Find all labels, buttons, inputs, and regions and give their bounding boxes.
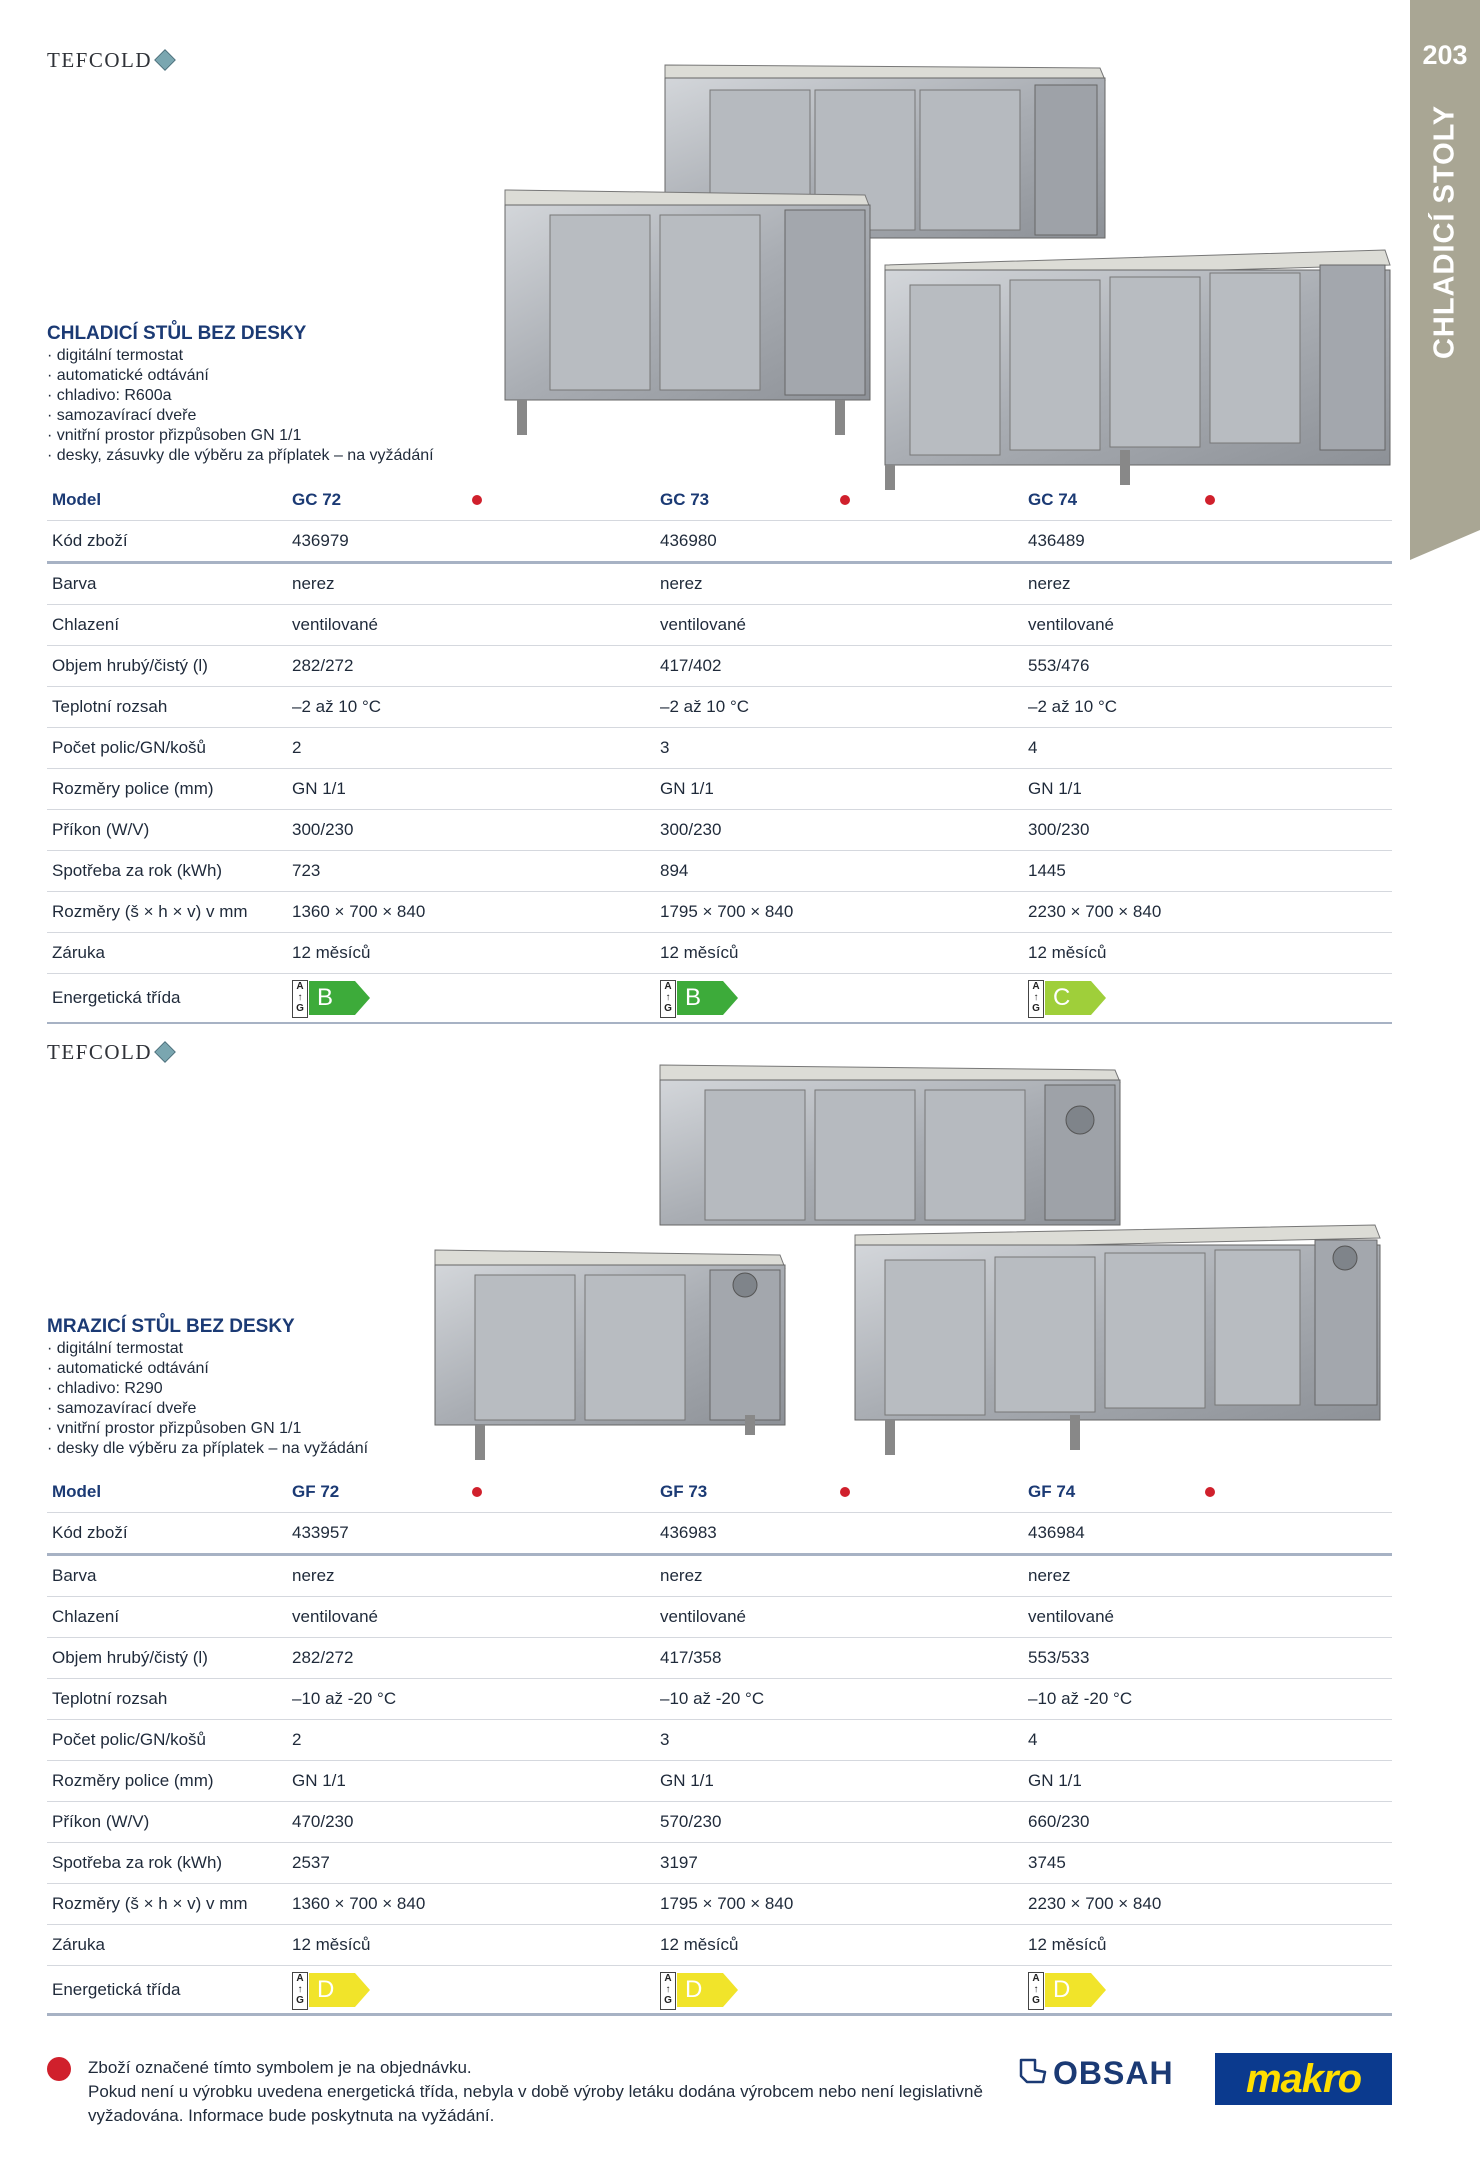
row-value: nerez: [660, 1566, 703, 1585]
feature-list: [47, 346, 434, 466]
row-value: nerez: [292, 1566, 335, 1585]
row-value: nerez: [1028, 1566, 1071, 1585]
row-value: 3: [660, 1730, 670, 1749]
product-title: MRAZICÍ STŮL BEZ DESKY: [47, 1316, 295, 1337]
energy-label: [660, 980, 738, 1016]
energy-arrow-tip: [723, 981, 738, 1015]
energy-scale-arrow: ↑: [665, 992, 671, 1003]
row-label: Objem hrubý/čistý (l): [52, 656, 208, 675]
row-value: ventilované: [1028, 615, 1115, 634]
row-value: 2537: [292, 1853, 330, 1872]
energy-class-badge: D: [1045, 1973, 1091, 2007]
row-value: 12 měsíců: [292, 943, 371, 962]
energy-class-row: [47, 1966, 1392, 2016]
row-value: nerez: [292, 574, 335, 593]
feature-item: · digitální termostat: [47, 1339, 368, 1359]
row-value: 436980: [660, 531, 717, 550]
row-label: Chlazení: [52, 615, 120, 634]
energy-arrow-tip: [723, 1973, 738, 2007]
row-label: Chlazení: [52, 1607, 120, 1626]
energy-scale-arrow: ↑: [665, 1984, 671, 1995]
product-photo-freezer-tables: [430, 1060, 1390, 1470]
table-row: [47, 1720, 1392, 1761]
brand-logo: [47, 1040, 174, 1065]
brand-logo-text: TEFCOLD: [47, 48, 152, 72]
product-photo-chiller-tables: [495, 60, 1395, 490]
energy-label: [292, 1972, 370, 2008]
table-row: [47, 687, 1392, 728]
energy-label: [292, 980, 370, 1016]
row-label: Příkon (W/V): [52, 1812, 150, 1831]
row-label: Energetická třída: [52, 1980, 181, 1999]
model-name: GF 74: [1028, 1482, 1076, 1501]
row-value: 300/230: [1028, 820, 1090, 839]
row-value: 660/230: [1028, 1812, 1090, 1831]
table-row: [47, 1679, 1392, 1720]
row-value: –10 až -20 °C: [1028, 1689, 1133, 1708]
row-value: 470/230: [292, 1812, 354, 1831]
footer-note: [88, 2056, 988, 2128]
section-title: CHLADICÍ STOLY: [1428, 104, 1461, 360]
row-value: 12 měsíců: [292, 1935, 371, 1954]
row-value: –10 až -20 °C: [292, 1689, 397, 1708]
row-value: 1795 × 700 × 840: [660, 1894, 794, 1913]
row-value: nerez: [1028, 574, 1071, 593]
energy-label: [1028, 1972, 1106, 2008]
row-value: 282/272: [292, 656, 354, 675]
row-label: Objem hrubý/čistý (l): [52, 1648, 208, 1667]
row-value: 3197: [660, 1853, 698, 1872]
energy-scale-top: A: [664, 1973, 672, 1984]
feature-item: · desky dle výběru za příplatek – na vyžádání: [47, 1439, 368, 1459]
row-value: GN 1/1: [660, 779, 714, 798]
feature-item: · automatické odtávání: [47, 1359, 368, 1379]
energy-scale-bottom: G: [664, 1003, 672, 1014]
row-value: ventilované: [660, 1607, 747, 1626]
row-value: 553/533: [1028, 1648, 1090, 1667]
row-value: 570/230: [660, 1812, 722, 1831]
table-row: [47, 851, 1392, 892]
energy-arrow-tip: [1091, 1973, 1106, 2007]
energy-label: [660, 1972, 738, 2008]
table-header-row: [47, 1472, 1392, 1513]
energy-scale-icon: [292, 1972, 308, 2010]
on-order-dot: [1205, 495, 1215, 505]
header-label: Model: [52, 490, 102, 509]
energy-scale-arrow: ↑: [1033, 992, 1039, 1003]
row-label: Barva: [52, 1566, 97, 1585]
energy-scale-arrow: ↑: [1033, 1984, 1039, 1995]
row-value: 436984: [1028, 1523, 1085, 1542]
row-value: 2: [292, 738, 302, 757]
energy-class-badge: B: [677, 981, 723, 1015]
row-value: 3745: [1028, 1853, 1066, 1872]
table-row: [47, 1638, 1392, 1679]
table-row: [47, 810, 1392, 851]
row-value: 894: [660, 861, 689, 880]
row-value: 1795 × 700 × 840: [660, 902, 794, 921]
energy-scale-top: A: [296, 1973, 304, 1984]
energy-scale-arrow: ↑: [297, 1984, 303, 1995]
makro-logo-text: makro: [1245, 2056, 1362, 2101]
on-order-dot: [840, 1487, 850, 1497]
row-label: Kód zboží: [52, 1523, 128, 1542]
feature-item: · vnitřní prostor přizpůsoben GN 1/1: [47, 1419, 368, 1439]
row-label: Spotřeba za rok (kWh): [52, 1853, 223, 1872]
energy-class-badge: D: [677, 1973, 723, 2007]
row-value: 300/230: [660, 820, 722, 839]
energy-scale-top: A: [1032, 981, 1040, 992]
row-value: –2 až 10 °C: [660, 697, 750, 716]
order-symbol-dot: [47, 2057, 71, 2081]
footer-note-line1: Zboží označené tímto symbolem je na objednávku.: [88, 2058, 472, 2077]
row-value: 12 měsíců: [1028, 943, 1107, 962]
row-value: 436983: [660, 1523, 717, 1542]
obsah-link[interactable]: [1015, 2055, 1174, 2092]
row-value: 1360 × 700 × 840: [292, 902, 426, 921]
row-label: Počet polic/GN/košů: [52, 1730, 207, 1749]
model-name: GC 73: [660, 490, 710, 509]
row-value: GN 1/1: [1028, 1771, 1082, 1790]
header-label: Model: [52, 1482, 102, 1501]
energy-arrow-tip: [1091, 981, 1106, 1015]
row-value: nerez: [660, 574, 703, 593]
feature-item: · chladivo: R290: [47, 1379, 368, 1399]
row-value: 2: [292, 1730, 302, 1749]
footer-note-line2: Pokud není u výrobku uvedena energetická třída, nebyla v době výroby letáku dodána výrobcem nebo není legislativně vyžadována. Informace bude poskytnuta na vyžádání.: [88, 2082, 983, 2125]
product-title: CHLADICÍ STŮL BEZ DESKY: [47, 323, 307, 344]
row-value: 2230 × 700 × 840: [1028, 1894, 1162, 1913]
row-value: 12 měsíců: [660, 1935, 739, 1954]
energy-arrow-tip: [355, 1973, 370, 2007]
row-value: 723: [292, 861, 321, 880]
energy-scale-icon: [292, 980, 308, 1018]
row-value: 553/476: [1028, 656, 1090, 675]
table-row: [47, 1925, 1392, 1966]
feature-item: · samozavírací dveře: [47, 406, 434, 426]
section-divider: [47, 1022, 1392, 1024]
row-label: Počet polic/GN/košů: [52, 738, 207, 757]
row-label: Rozměry (š × h × v) v mm: [52, 902, 248, 921]
table-row: [47, 1802, 1392, 1843]
row-value: GN 1/1: [1028, 779, 1082, 798]
table-row: [47, 769, 1392, 810]
energy-label: [1028, 980, 1106, 1016]
energy-class-badge: C: [1045, 981, 1091, 1015]
page-number: 203: [1422, 40, 1468, 70]
hand-pointer-icon: [1015, 2056, 1051, 2092]
table-row: [47, 1884, 1392, 1925]
row-value: 2230 × 700 × 840: [1028, 902, 1162, 921]
row-value: –2 až 10 °C: [1028, 697, 1118, 716]
on-order-dot: [840, 495, 850, 505]
obsah-label: OBSAH: [1053, 2055, 1174, 2091]
row-label: Energetická třída: [52, 988, 181, 1007]
feature-item: · chladivo: R600a: [47, 386, 434, 406]
row-value: ventilované: [292, 615, 379, 634]
row-label: Příkon (W/V): [52, 820, 150, 839]
energy-scale-bottom: G: [296, 1995, 304, 2006]
row-value: 436979: [292, 531, 349, 550]
table-row: [47, 1597, 1392, 1638]
model-name: GF 72: [292, 1482, 340, 1501]
row-value: GN 1/1: [292, 779, 346, 798]
energy-class-row: [47, 974, 1392, 1024]
energy-scale-icon: [1028, 1972, 1044, 2010]
row-label: Barva: [52, 574, 97, 593]
model-name: GC 74: [1028, 490, 1078, 509]
row-value: 433957: [292, 1523, 349, 1542]
row-value: 417/358: [660, 1648, 722, 1667]
energy-arrow-tip: [355, 981, 370, 1015]
row-value: GN 1/1: [292, 1771, 346, 1790]
table-row: [47, 892, 1392, 933]
table-row: [47, 1513, 1392, 1556]
on-order-dot: [472, 495, 482, 505]
row-value: 300/230: [292, 820, 354, 839]
energy-scale-icon: [1028, 980, 1044, 1018]
row-label: Rozměry police (mm): [52, 1771, 214, 1790]
row-value: 1445: [1028, 861, 1066, 880]
energy-scale-icon: [660, 980, 676, 1018]
row-label: Spotřeba za rok (kWh): [52, 861, 223, 880]
row-value: 12 měsíců: [660, 943, 739, 962]
section-divider: [47, 2013, 1392, 2015]
on-order-dot: [472, 1487, 482, 1497]
energy-scale-bottom: G: [1032, 1003, 1040, 1014]
row-label: Teplotní rozsah: [52, 697, 168, 716]
feature-item: · desky, zásuvky dle výběru za příplatek – na vyžádání: [47, 446, 434, 466]
energy-scale-bottom: G: [296, 1003, 304, 1014]
table-header-row: [47, 480, 1392, 521]
row-value: 12 měsíců: [1028, 1935, 1107, 1954]
table-row: [47, 1556, 1392, 1597]
row-value: 4: [1028, 738, 1038, 757]
on-order-dot: [1205, 1487, 1215, 1497]
brand-logo: [47, 48, 174, 73]
brand-logo-text: TEFCOLD: [47, 1040, 152, 1064]
row-value: 417/402: [660, 656, 722, 675]
row-label: Teplotní rozsah: [52, 1689, 168, 1708]
feature-list: [47, 1339, 368, 1459]
energy-class-badge: D: [309, 1973, 355, 2007]
cube-logo-icon: [154, 1041, 176, 1063]
row-label: Záruka: [52, 943, 105, 962]
table-row: [47, 564, 1392, 605]
cube-logo-icon: [154, 49, 176, 71]
row-value: ventilované: [1028, 1607, 1115, 1626]
energy-scale-top: A: [664, 981, 672, 992]
row-value: –2 až 10 °C: [292, 697, 382, 716]
row-label: Záruka: [52, 1935, 105, 1954]
table-row: [47, 605, 1392, 646]
feature-item: · vnitřní prostor přizpůsoben GN 1/1: [47, 426, 434, 446]
spec-table: [47, 1472, 1392, 2016]
model-name: GC 72: [292, 490, 342, 509]
feature-item: · automatické odtávání: [47, 366, 434, 386]
model-name: GF 73: [660, 1482, 708, 1501]
row-value: 282/272: [292, 1648, 354, 1667]
makro-logo: [1215, 2053, 1392, 2105]
feature-item: · digitální termostat: [47, 346, 434, 366]
row-value: ventilované: [660, 615, 747, 634]
row-value: –10 až -20 °C: [660, 1689, 765, 1708]
energy-class-badge: B: [309, 981, 355, 1015]
energy-scale-top: A: [1032, 1973, 1040, 1984]
energy-scale-bottom: G: [664, 1995, 672, 2006]
energy-scale-top: A: [296, 981, 304, 992]
row-label: Rozměry police (mm): [52, 779, 214, 798]
feature-item: · samozavírací dveře: [47, 1399, 368, 1419]
row-label: Rozměry (š × h × v) v mm: [52, 1894, 248, 1913]
table-row: [47, 933, 1392, 974]
energy-scale-arrow: ↑: [297, 992, 303, 1003]
table-row: [47, 1761, 1392, 1802]
table-row: [47, 728, 1392, 769]
table-row: [47, 521, 1392, 564]
table-row: [47, 646, 1392, 687]
row-value: 1360 × 700 × 840: [292, 1894, 426, 1913]
row-value: 3: [660, 738, 670, 757]
energy-scale-icon: [660, 1972, 676, 2010]
spec-table: [47, 480, 1392, 1024]
row-value: GN 1/1: [660, 1771, 714, 1790]
row-value: 4: [1028, 1730, 1038, 1749]
table-row: [47, 1843, 1392, 1884]
row-value: ventilované: [292, 1607, 379, 1626]
row-value: 436489: [1028, 531, 1085, 550]
row-label: Kód zboží: [52, 531, 128, 550]
energy-scale-bottom: G: [1032, 1995, 1040, 2006]
